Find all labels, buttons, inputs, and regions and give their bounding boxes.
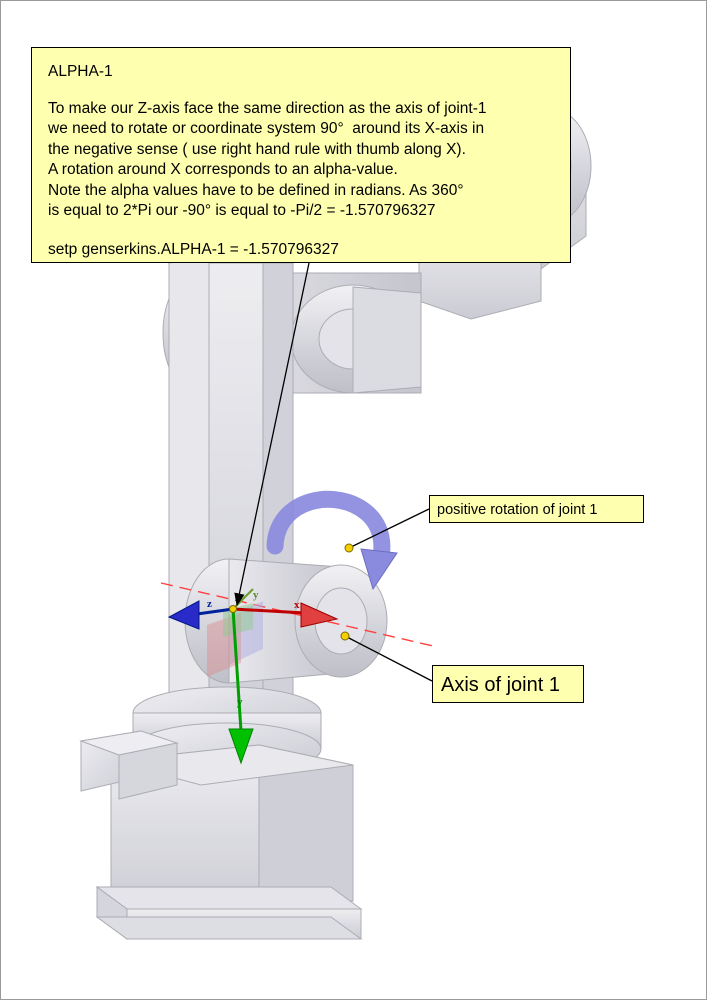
axis-label-y-secondary: y [253, 589, 259, 601]
alpha-1-title: ALPHA-1 [48, 63, 113, 80]
alpha-1-setp-command: setp genserkins.ALPHA-1 = -1.570796327 [48, 240, 339, 258]
leader-dot-rotation [345, 544, 353, 552]
alpha-1-line: To make our Z-axis face the same direction as the axis of joint-1 [48, 99, 487, 117]
alpha-1-line: is equal to 2*Pi our -90° is equal to -Pi/2 = -1.570796327 [48, 202, 436, 219]
alpha-1-line: Note the alpha values have to be defined in radians. As 360° [48, 181, 464, 199]
axis-label-z: z [207, 598, 212, 610]
alpha-1-line: the negative sense ( use right hand rule with thumb along X). [48, 140, 466, 158]
axis-of-joint-callout: Axis of joint 1 [432, 665, 584, 703]
leader-line-axis [345, 636, 432, 681]
alpha-1-line: A rotation around X corresponds to an alpha-value. [48, 161, 398, 178]
alpha-1-callout [31, 47, 571, 263]
alpha-1-line: we need to rotate or coordinate system 90° around its X-axis in [48, 120, 485, 137]
leader-dot-axis [341, 632, 349, 640]
alpha-1-body [48, 99, 554, 222]
axis-label-y: y [237, 696, 243, 708]
rotation-arrow-icon [275, 499, 397, 589]
axis-label-x: x [294, 599, 300, 611]
positive-rotation-callout: positive rotation of joint 1 [429, 495, 644, 523]
coordinate-frame [169, 589, 337, 763]
